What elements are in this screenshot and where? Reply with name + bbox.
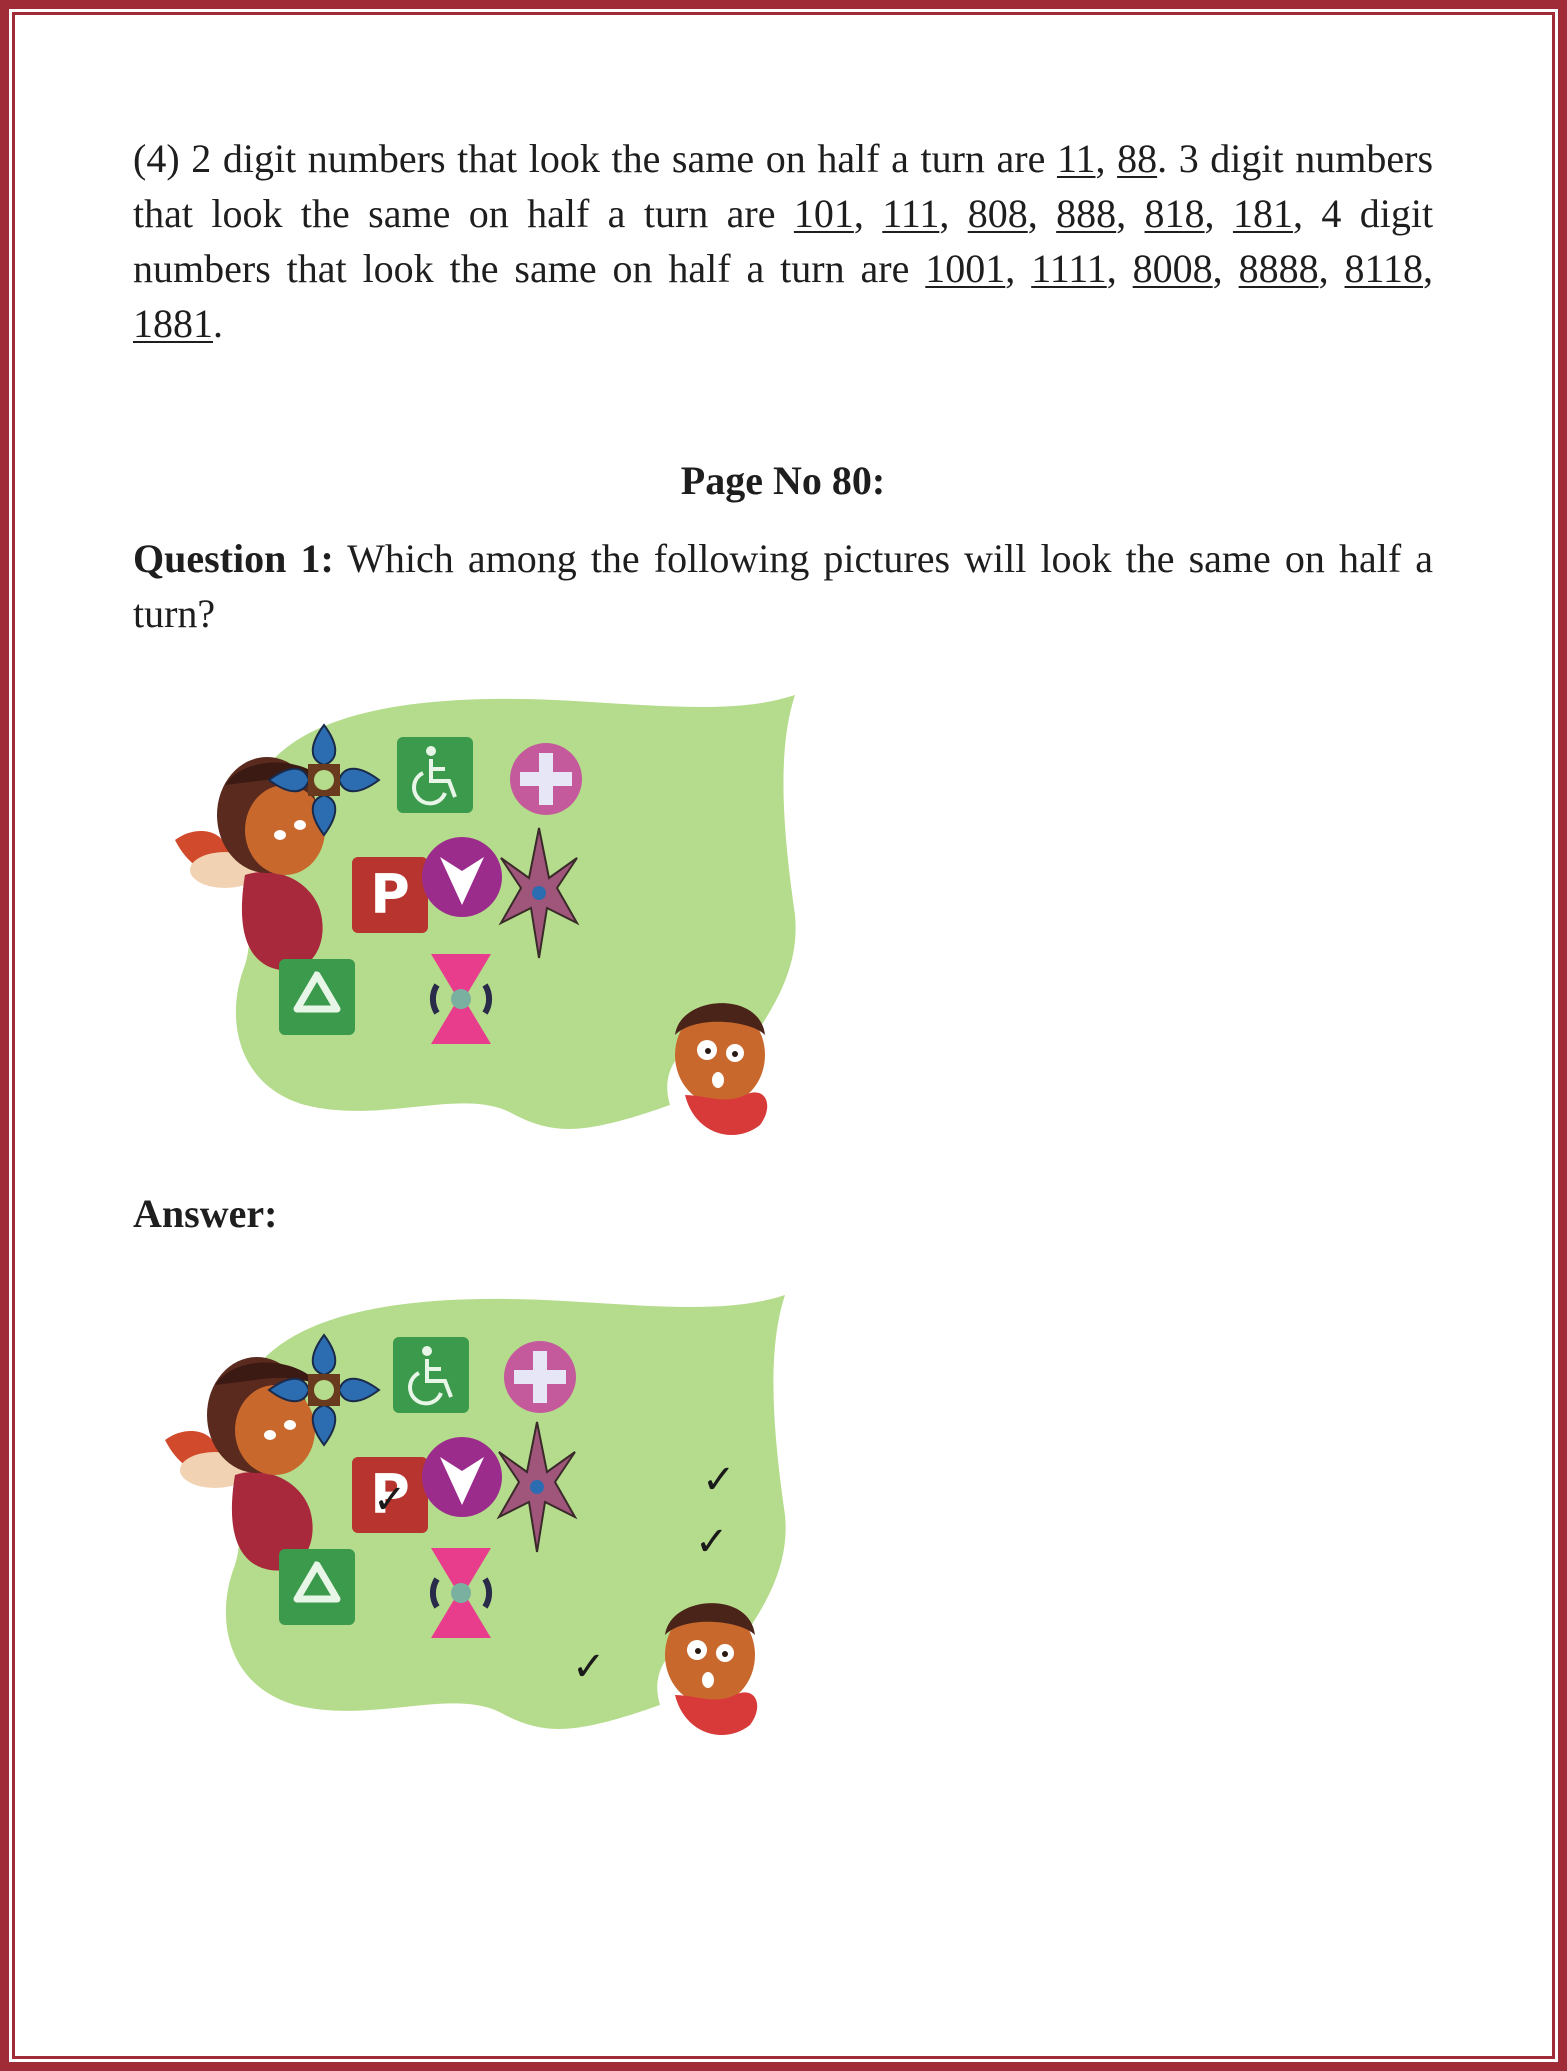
answer-label: Answer: (133, 1191, 278, 1236)
parking-sign-symbol (352, 857, 428, 933)
paragraph-mid: , 4 digit numbers that look the same on half a turn are (133, 191, 1434, 291)
number-3digit: 181 (1232, 191, 1293, 236)
paragraph-intro: (4) 2 digit numbers that look the same on half a turn are (133, 136, 1057, 181)
number-4digit: 8888 (1238, 246, 1319, 291)
down-arrow-circle-symbol (422, 1437, 502, 1517)
plus-circle-symbol (510, 743, 582, 815)
number-2digit: 88 (1117, 136, 1158, 181)
wheelchair-sign-symbol (393, 1337, 469, 1413)
number-4digit: 8118 (1344, 246, 1424, 291)
paragraph-mid: . 3 digit numbers that look the same on half a turn are (133, 136, 1434, 236)
check-mark-icon: ✓ (702, 1457, 736, 1503)
number-2digit: 11 (1056, 136, 1096, 181)
check-mark-icon: ✓ (572, 1644, 606, 1690)
number-4digit: 1881 (133, 301, 213, 346)
paragraph-text: (4) 2 digit numbers that look the same on half a turn are 11, 88. 3 digit numbers that look the same on half a turn are 101, 111, 808, 888, 818, 181, 4 digit numbers that look the same on half a turn are 1001, 1111, 8008, 8888, 8118, 1881. (133, 136, 1434, 346)
number-3digit: 808 (967, 191, 1028, 236)
recycle-sign-symbol (279, 959, 355, 1035)
number-4digit: 1111 (1031, 246, 1107, 291)
answer-illustration (125, 1265, 845, 1760)
number-3digit: 818 (1144, 191, 1205, 236)
answer-paragraph (133, 131, 1433, 351)
paragraph-end: . (213, 301, 223, 346)
down-arrow-circle-symbol (422, 837, 502, 917)
question-illustration: P (135, 665, 855, 1160)
check-mark-icon: ✓ (695, 1519, 729, 1565)
wheelchair-sign-symbol (397, 737, 473, 813)
question-1 (133, 531, 1433, 641)
question-label: Question 1: (133, 536, 334, 581)
number-4digit: 8008 (1132, 246, 1213, 291)
recycle-sign-symbol (279, 1549, 355, 1625)
number-4digit: 1001 (925, 246, 1006, 291)
question-text: Which among the following pictures will look the same on half a turn? (133, 536, 1433, 636)
check-mark-icon: ✓ (373, 1477, 407, 1523)
plus-circle-symbol (504, 1341, 576, 1413)
page-heading: Page No 80: (680, 458, 886, 503)
number-3digit: 101 (793, 191, 854, 236)
number-3digit: 111 (882, 191, 940, 236)
number-3digit: 888 (1056, 191, 1117, 236)
